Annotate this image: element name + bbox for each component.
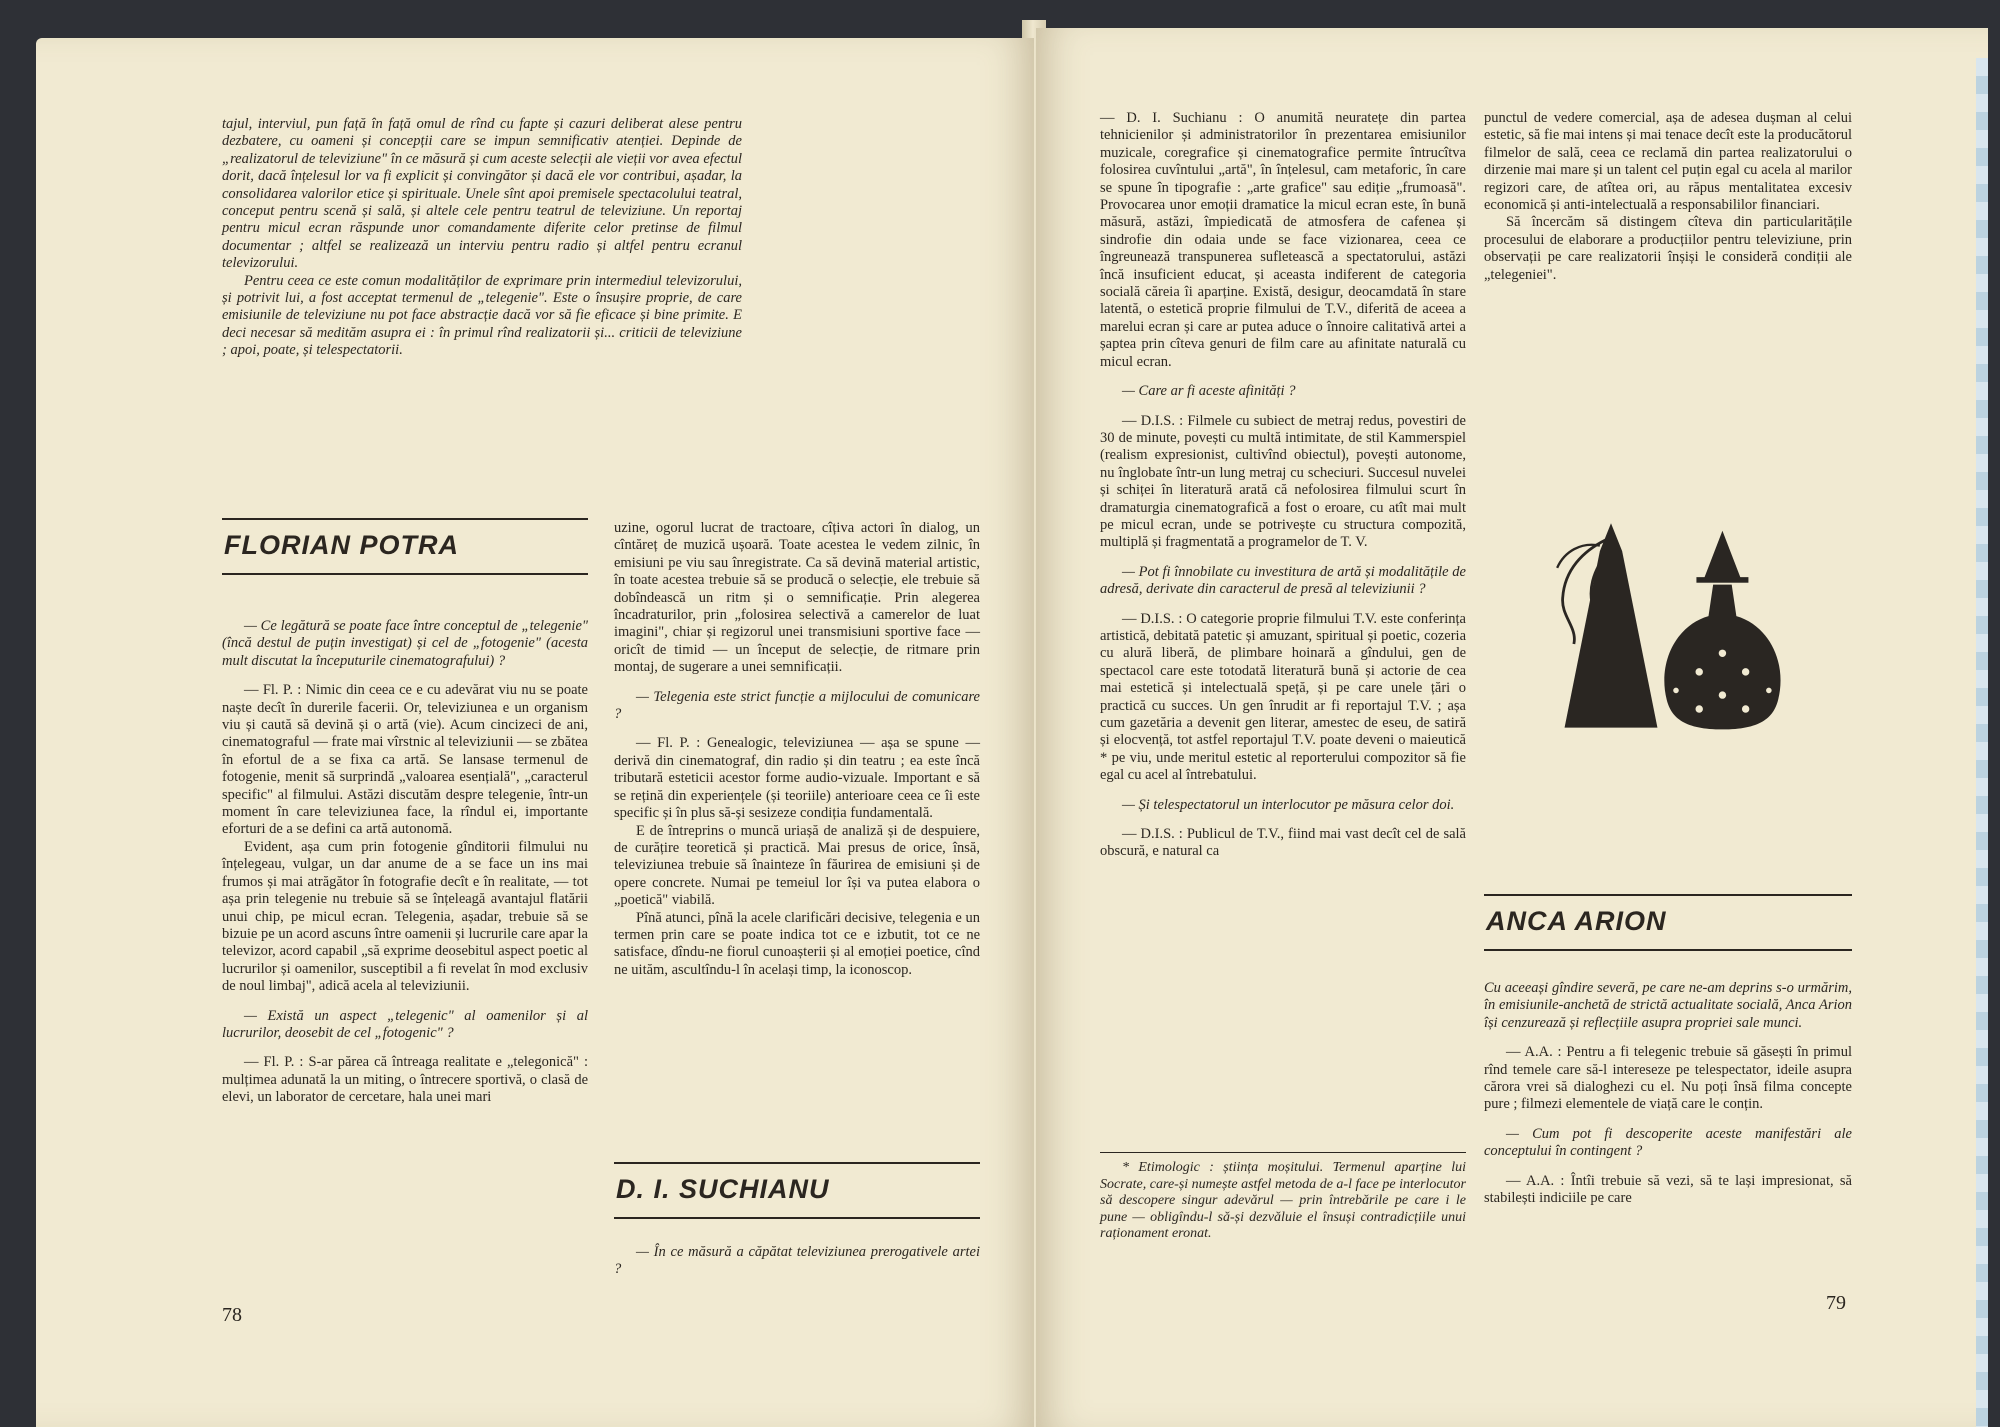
interview-answer: Pînă atunci, pînă la acele clarificări decisive, telegenia e un termen prin care se poate indica tot ce e izbutit, tot ce ne satisface, dîndu-ne fiorul cunoașterii și al emoției poetice, cînd ne uităm, ascultîndu-l în același timp, la iconoscop.	[614, 909, 980, 978]
interview-question: — În ce măsură a căpătat televiziunea prerogativele artei ?	[614, 1244, 980, 1278]
left-figure-body	[1565, 523, 1658, 727]
section-intro: Cu aceeași gîndire severă, pe care ne-am deprins s-o urmărim, în emisiunile-anchetă de strictă actualitate socială, Anca Arion își cenzurează și reflecțiile asupra propriei sale munci.	[1484, 980, 1852, 1031]
heading-rule	[222, 573, 588, 575]
page-edge-tab-strip	[1976, 58, 1988, 1427]
interview-answer: punctul de vedere comercial, așa de adesea dușman al celui estetic, să fie mai intens și mai tenace decît este la producătorul filmelor de sală, ceea ce reclamă din partea realizatorului o dirzenie mai mare și un talent cel puțin egal cu acela al marilor regizori care, de atîtea ori, au răpus mentalitatea excesiv economică și anti-intelectuală a responsabililor financiari.	[1484, 110, 1852, 214]
interview-answer: — D. I. Suchianu : O anumită neuratețe din partea tehnicienilor și administratorilor în prezentarea emisiunilor muzicale, coregrafice și cinematografice permite întrucîtva folosirea cuvîntului „artă", în înțelesul, cam metaforic, în care se spune în tipografie : „arte grafice" sau ediție „frumoasă". Provocarea unor emoții dramatice la micul ecran este, în bună măsură, astăzi, împiedicată de atmosfera de cafenea și sindrofie din odaia unde se face vizionarea, ceea ce îngreunează transpunerea sufletească a spectatorului, astăzi încă insuficient educat, și aceasta indiferent de categoria socială căreia îi aparține. Există, desigur, deocamdată în stare latentă, o estetică proprie filmului de T.V., diferită de aceea a marelui ecran și care ar putea aduce o înnoire calitativă artei a șaptea prin cîteva genuri de film care au afinitate naturală cu micul ecran.	[1100, 110, 1466, 370]
left-page	[36, 38, 1034, 1427]
heading-florian-potra	[222, 518, 588, 575]
heading-d-i-suchianu	[614, 1162, 980, 1219]
interview-answer: — Fl. P. : S-ar părea că întreaga realitate e „telegonică" : mulțimea adunată la un miting, o întrecere sportivă, o clasă de elevi, un laborator de cercetare, hala unei mari	[222, 1054, 588, 1106]
heading-anca-arion	[1484, 894, 1852, 951]
interview-answer: — Fl. P. : Genealogic, televiziunea — așa se spune — derivă din cinematograf, din radio și din teatru ; ea este încă tributară esteticii acestor forme audio-vizuale. Important e să se rețină din experiențele (și teoriile) anterioare ceea ce îi este specific și în plus să-și sesizeze condiția fundamentală.	[614, 735, 980, 822]
interview-answer: Evident, așa cum prin fotogenie gînditorii filmului nu înțelegeau, vulgar, un dar anume de a se face un ins mai frumos și mai atrăgător în fotografie decît e în realitate, — tot așa prin telegenie nu trebuie să se înțeleagă avantajul flatării unui chip, pe micul ecran. Telegenia, așadar, trebuie să se bizuie pe un acord ascuns între oamenii și lucrurile care apar la televizor, acord capabil „să exprime deosebitul aspect poetic al lucrurilor și oamenilor, susceptibil a fi revelat în mod exclusiv de noul limbaj", adică acela al televiziunii.	[222, 838, 588, 995]
right-figure-hat	[1704, 531, 1741, 579]
interview-question: — Există un aspect „telegenic" al oamenilor și al lucrurilor, deosebit de cel „fotogenic" ?	[222, 1007, 588, 1041]
interview-question: — Pot fi înnobilate cu investitura de artă și modalitățile de adresă, derivate din caracterul de presă al televiziunii ?	[1100, 563, 1466, 598]
interview-answer: — A.A. : Întîi trebuie să vezi, să te lași impresionat, să stabilești indiciile pe care	[1484, 1172, 1852, 1207]
footnote	[1100, 1160, 1466, 1243]
interviewee-name: FLORIAN POTRA	[224, 530, 459, 560]
interview-question: — Care ar fi aceste afinități ?	[1122, 383, 1296, 400]
interview-answer: — Fl. P. : Nimic din ceea ce e cu adevărat viu nu se poate naște decît în durerile facerii. Or, televiziunea e un organism viu și caută să devină și o artă (vie). Acum cincizeci de ani, cinematograful — frate mai vîrstnic al televiziunii — se zbătea în efortul de a se fixa ca artă. Se lansase termenul de fotogenie, menit să surprindă „valoarea esențială", „caracterul specific" al filmului. Astăzi discutăm despre telegenie, într-un moment în care televiziunea face, la rîndul ei, importante eforturi de a se defini ca artă autonomă.	[222, 682, 588, 838]
right-column-1	[1100, 110, 1466, 861]
left-column-2-continued	[614, 1244, 980, 1291]
two-stylized-female-figures-illustration	[1526, 514, 1826, 774]
interview-answer: — D.I.S. : Publicul de T.V., fiind mai vast decît cel de sală obscură, e natural ca	[1100, 826, 1466, 860]
interview-question: — Și telespectatorul un interlocutor pe măsura celor doi.	[1122, 796, 1455, 813]
heading-rule	[614, 1217, 980, 1219]
interview-question: — Ce legătură se poate face între conceptul de „telegenie" (încă destul de puțin investigat) și cel de „fotogenie" (acesta mult discutat la începuturile cinematografului) ?	[222, 618, 588, 669]
interview-answer: uzine, ogorul lucrat de tractoare, cîțiva actori în dialog, un cîntăreț de muzică ușoară. Toate acestea le vedem zilnic, în emisiuni pe viu sau înregistrate. Ca să devină material artistic, în toate acestea trebuie să se producă o selecție, ele trebuie să dobîndească un ritm și o semnificație. Prin alegerea încadraturilor, prin „folosirea selectivă a camerelor de luat imagini", chiar și regizorul unei transmisiuni sportive face — oricît de timid — un început de selecție, de ritmare prin montaj, de sugerare a unei semnificații.	[614, 520, 980, 676]
intro-paragraph: tajul, interviul, pun față în față omul de rînd cu fapte și cazuri deliberat alese pentru dezbatere, cu oameni și concepții care se impun semnificativ atenției. Depinde de „realizatorul de televiziune" în ce măsură și cum aceste selecții ale vieții vor avea efectul dorit, dacă înțelesul lor va fi explicit și convingător și dacă ele vor contribui, așadar, la consolidarea valorilor etice și spirituale. Unele sînt apoi premisele spectacolului teatral, conceput pentru scenă și sală, și altele cele pentru teatrul de televiziune. Un reportaj pentru micul ecran răspunde unor comandamente diferite celor pretinse de filmul documentar ; altfel se realizează un interviu pentru radio și altfel pentru ecranul televizorului.	[222, 116, 742, 272]
interview-answer: — A.A. : Pentru a fi telegenic trebuie să găsești în primul rînd temele care să-l intereseze pe telespectator, ideile asupra cărora vrei să dialoghezi cu el. Nu poți însă filma concepte pure ; filmezi elementele de viață care le conțin.	[1484, 1044, 1852, 1113]
footnote-text: * Etimologic : știința moșitului. Termenul aparține lui Socrate, care-și numește astfel metoda de a-l face pe interlocutor să descopere singur adevărul — prin întrebările pe care i le pune — obligîndu-l să-și dezvăluie el însuși contradicțiile unui raționament eronat.	[1100, 1160, 1466, 1242]
intro-paragraph: Pentru ceea ce este comun modalităților de exprimare prin intermediul televizorului, și potrivit lui, a fost acceptat termenul de „telegenie". Este o însușire proprie, de care emisiunile de televiziune nu pot face abstracție dacă vor să fie eficace și bine primite. E deci necesar să medităm asupra ei : în primul rînd realizatorii și... criticii de televiziune ; apoi, poate, și telespectatorii.	[222, 272, 742, 359]
heading-rule	[1484, 949, 1852, 951]
interview-answer: E de întreprins o muncă uriașă de analiză și de despuiere, de curățire teoretică și practică. Mai presus de orice, însă, televiziunea trebuie să înainteze în făurirea de emisiuni și de opere concrete. Numai pe temeiul lor își va putea elabora o „poetică" viabilă.	[614, 822, 980, 909]
right-page	[1036, 28, 1988, 1427]
interviewee-name: D. I. SUCHIANU	[616, 1174, 830, 1204]
intro-text	[222, 116, 742, 360]
left-column-2	[614, 520, 980, 979]
interview-answer: — D.I.S. : Filmele cu subiect de metraj redus, povestiri de 30 de minute, povești cu multă intimitate, de stil Kammerspiel (realism expresionist, cultivînd obiectul), povești autonome, nu înglobate într-un lung metraj cu scheciuri. Succesul nuvelei și schiței în literatură arată că nefolosirea filmului scurt în dramaturgia cinematografică a fost o eroare, cu atît mai mult pe micul ecran, unde se potrivește cu structura compozită, multiplă și fragmentată a programelor de T. V.	[1100, 412, 1466, 551]
interview-question: — Cum pot fi descoperite aceste manifestări ale conceptului în contingent ?	[1484, 1125, 1852, 1160]
interview-question: — Telegenia este strict funcție a mijlocului de comunicare ?	[614, 688, 980, 723]
right-column-2-continued	[1484, 980, 1852, 1207]
footnote-rule	[1100, 1152, 1466, 1153]
page-number: 78	[222, 1304, 242, 1326]
interview-answer: — D.I.S. : O categorie proprie filmului T.V. este conferința artistică, debitată patetic și amuzant, spiritual și poetic, cozeria cu alură liberă, de plimbare hoinară a gîndului, gen de spectacol care este totodată literatură bună și actorie de cea mai estetică și intelectuală speță, și pe care unele țări o practică cu succes. Un gen înrudit ar fi reportajul T.V. ; așa cum gazetăria a devenit gen literar, amestec de eseu, de satiră și elocvență, tot astfel reportajul T.V. poate deveni o maieutică * pe viu, unde meritul estetic al reporterului compozitor să fie egal cu acel al întrebatului.	[1100, 610, 1466, 784]
right-column-2	[1484, 110, 1852, 284]
interviewee-name: ANCA ARION	[1486, 906, 1667, 936]
interview-answer: Să încercăm să distingem cîteva din particularitățile procesului de elaborare a producțiilor pentru televiziune, prin observații pe care realizatorii înșiși le consideră condiții ale „telegeniei".	[1484, 214, 1852, 283]
left-column-1	[222, 606, 588, 1107]
page-number: 79	[1826, 1292, 1846, 1314]
